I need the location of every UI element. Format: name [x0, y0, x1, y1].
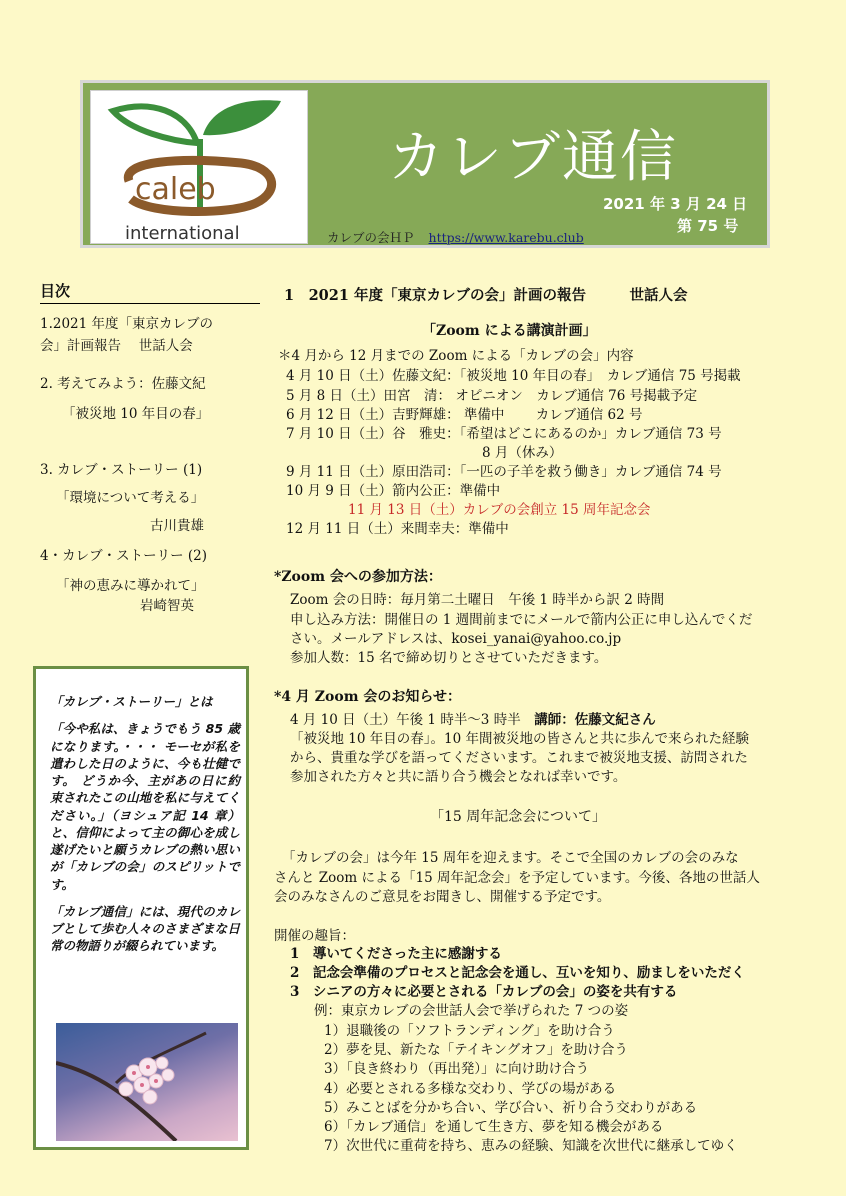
toc-item: 古川貴雄: [150, 518, 204, 535]
homepage-row: [327, 228, 584, 246]
svg-text:caleb: caleb: [135, 172, 216, 207]
caleb-logo: [90, 90, 308, 244]
zoom-heading: 「Zoom による講演計画」: [422, 323, 597, 339]
toc-item[interactable]: 「環境について考える」: [56, 490, 205, 507]
sidebar-paragraph: 「今や私は、きょうでもう 85 歳になります。・・・ モーセが私を遣わした日のように、今も壮健です。 どうか今、主があの日に約束されたこの山地を私に与えてください。」（ヨシュア記 14 章）と、信仰によって主の御心を成し遂げたいと願うカレブの熱い思いが「カレブの会」のスピリットです。: [50, 721, 240, 892]
example-item: 1）退職後の「ソフトランディング」を助け合う: [324, 1023, 615, 1039]
anniversary-line: 会のみなさんのご意見をお聞きし、開催する予定です。: [274, 889, 611, 905]
masthead: [80, 80, 770, 248]
purpose-item: 3 シニアの方々に必要とされる「カレブの会」の姿を共有する: [290, 984, 678, 1000]
join-heading: *Zoom 会への参加方法：: [274, 569, 442, 585]
example-item: 2）夢を見、新たな「テイキングオフ」を助け合う: [324, 1042, 628, 1058]
schedule-item: 8 月（休み）: [482, 445, 563, 461]
toc-item[interactable]: 会」計画報告 世話人会: [40, 338, 193, 355]
sidebar-heading: 「カレブ・ストーリー」とは: [50, 694, 213, 709]
example-item: 5）みことばを分かち合い、学び合い、祈り合う交わりがある: [324, 1100, 698, 1116]
schedule-item: 6 月 12 日（土）吉野輝雄： 準備中 カレブ通信 62 号: [286, 407, 643, 423]
homepage-link[interactable]: https://www.karebu.club: [428, 230, 584, 245]
schedule-item-highlight: 11 月 13 日（土）カレブの会創立 15 周年記念会: [348, 502, 651, 518]
toc-item[interactable]: 「被災地 10 年目の春」: [62, 406, 210, 423]
example-item: 4）必要とされる多様な交わり、学びの場がある: [324, 1081, 617, 1097]
sprout-logo-icon: [91, 91, 307, 243]
table-of-contents: [40, 280, 260, 615]
example-item: 3）「良き終わり（再出発）」に向け助け合う: [324, 1061, 590, 1077]
schedule-item: 10 月 9 日（土）箭内公正：準備中: [286, 483, 501, 499]
sidebar-text: [50, 693, 240, 965]
schedule-item: 12 月 11 日（土）来間幸夫：準備中: [286, 521, 509, 537]
april-line: 「被災地 10 年目の春」。10 年間被災地の皆さんと共に歩んで来られた経験: [290, 731, 749, 747]
toc-item[interactable]: 1.2021 年度「東京カレブの: [40, 316, 214, 333]
cherry-blossom-photo: [56, 1023, 238, 1141]
toc-item[interactable]: 2. 考えてみよう：佐藤文紀: [40, 376, 206, 393]
toc-item: 岩崎智英: [140, 598, 194, 615]
newsletter-title: カレブ通信: [388, 125, 678, 190]
example-item: 6）「カレブ通信」を通して生き方、夢を知る機会がある: [324, 1119, 664, 1135]
purpose-item: 2 記念会準備のプロセスと記念会を通し、互いを知り、励ましをいただく: [290, 965, 745, 981]
issue-date: 2021 年 3 月 24 日: [603, 195, 748, 213]
sidebar-paragraph: 「カレブ通信」には、現代のカレブとして歩む人々のさまざまな日常の物語りが綴られています。: [50, 903, 240, 954]
april-line: 参加された方々と共に語り合う機会となれば幸いです。: [290, 769, 627, 785]
article-title: 1 2021 年度「東京カレブの会」計画の報告 世話人会: [284, 287, 688, 304]
toc-title: 目次: [40, 280, 260, 304]
april-line: [290, 708, 656, 728]
anniversary-line: 「カレブの会」は今年 15 周年を迎えます。そこで全国のカレブの会のみな: [282, 850, 739, 866]
caleb-story-sidebar: [33, 666, 249, 1150]
schedule-item: 7 月 10 日（土）谷 雅史：「希望はどこにあるのか」カレブ通信 73 号: [286, 426, 722, 442]
anniversary-line: さんと Zoom による「15 周年記念会」を予定しています。今後、各地の世話人: [274, 870, 760, 886]
join-line: さい。メールアドレスは、kosei_yanai@yahoo.co.jp: [290, 631, 622, 647]
april-heading: *4 月 Zoom 会のお知らせ：: [274, 689, 461, 705]
anniversary-heading: 「15 周年記念会について」: [430, 809, 606, 825]
join-line: 参加人数：15 名で締め切りとさせていただきます。: [290, 650, 608, 666]
example-item: 7）次世代に重荷を持ち、恵みの経験、知識を次世代に継承してゆく: [324, 1138, 738, 1154]
april-speaker: 講師：佐藤文紀さん: [534, 712, 656, 728]
purpose-heading: 開催の趣旨：: [274, 928, 355, 944]
schedule-item: 9 月 11 日（土）原田浩司：「一匹の子羊を救う働き」カレブ通信 74 号: [286, 464, 722, 480]
toc-item[interactable]: 「神の恵みに導かれて」: [56, 578, 205, 595]
issue-number: 第 75 号: [677, 217, 739, 235]
homepage-label: カレブの会ＨＰ: [327, 230, 415, 245]
schedule-item: 4 月 10 日（土）佐藤文紀：「被災地 10 年目の春」 カレブ通信 75 号掲載: [286, 368, 741, 384]
april-line: から、貴重な学びを語ってくださいます。これまで被災地支援、訪問された: [290, 750, 748, 766]
schedule-item: 5 月 8 日（土）田宮 清： オピニオン カレブ通信 76 号掲載予定: [286, 388, 698, 404]
purpose-item: 1 導いてくださった主に感謝する: [290, 946, 502, 962]
svg-text:international: international: [125, 223, 240, 243]
toc-item[interactable]: 3. カレブ・ストーリー (1): [40, 462, 203, 479]
april-datetime: 4 月 10 日（土）午後 1 時半～3 時半: [290, 712, 535, 728]
toc-item[interactable]: 4・カレブ・ストーリー (2): [40, 548, 208, 565]
schedule-intro: ＊4 月から 12 月までの Zoom による「カレブの会」内容: [278, 348, 634, 364]
example-intro: 例：東京カレブの会世話人会で挙げられた 7 つの姿: [314, 1003, 629, 1019]
join-line: 申し込み方法：開催日の 1 週間前までにメールで箭内公正に申し込んでくだ: [290, 612, 753, 628]
join-line: Zoom 会の日時：毎月第二土曜日 午後 1 時半から訳 2 時間: [290, 592, 665, 608]
